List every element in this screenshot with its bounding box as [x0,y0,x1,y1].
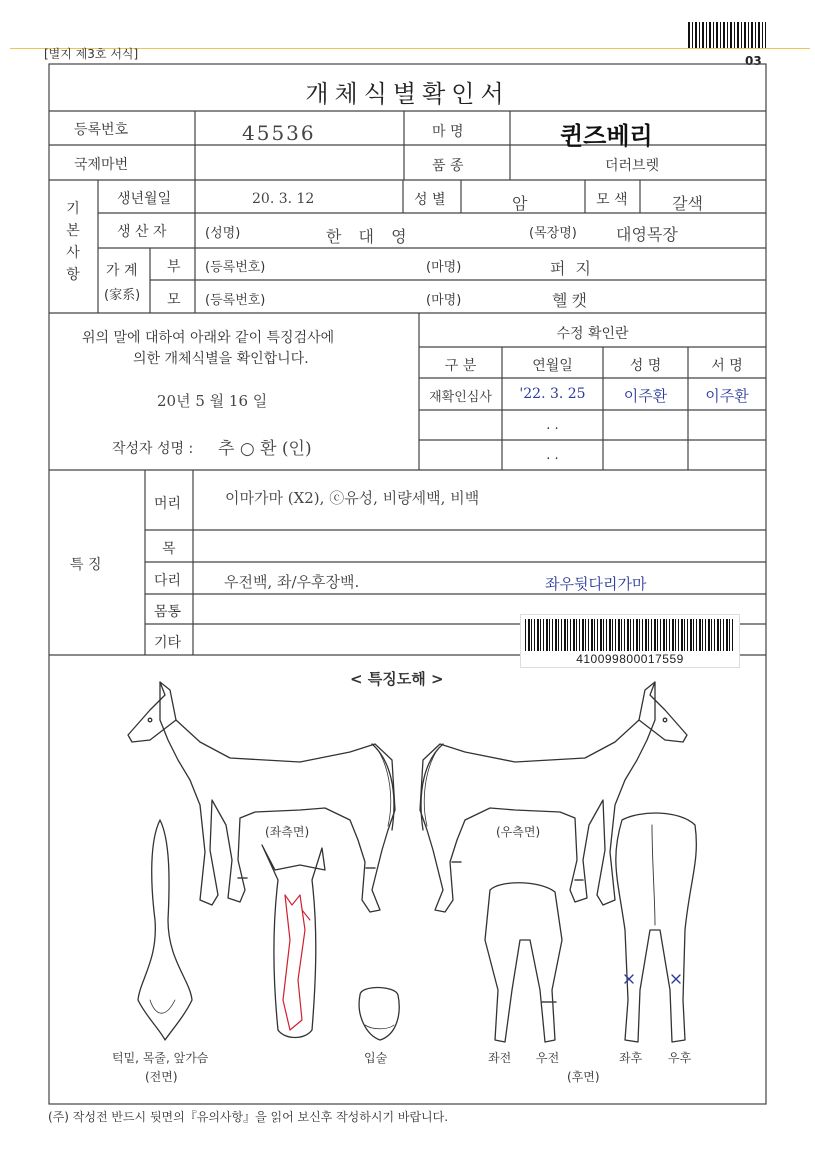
document-title: 개체식별확인서 [305,80,510,108]
dam-name-label: (마명) [426,293,462,308]
barcode-number: 410099800017559 [576,652,684,666]
right-side-label: (우측면) [496,825,541,839]
revision-header-sign: 서 명 [711,358,743,374]
breeder-name-label: (성명) [205,226,241,241]
front-chest-outline [138,820,192,1040]
writer-label: 작성자 성명 : [112,441,194,457]
page-number: 03 [745,54,762,68]
front-neck-label: 턱밑, 목줄, 앞가슴 [112,1051,209,1065]
rear-view-label: (후면) [567,1070,600,1084]
feature-head-label: 머리 [154,496,182,512]
lips-label: 입술 [364,1051,388,1065]
writer-signature: 추 ○ 환 (인) [218,439,312,459]
pedigree-hanja: (家系) [104,288,141,303]
diagram-title: < 특징도해 > [350,670,444,688]
feature-head-value: 이마가마 (X2), ⓒ유성, 비량세백, 비백 [225,489,480,507]
features-section-label: 특 징 [70,557,102,573]
birth-label: 생년월일 [117,191,172,207]
dam-reg-label: (등록번호) [205,293,266,308]
revision-row1-date: '22. 3. 25 [519,386,586,402]
sire-label: 부 [167,259,181,275]
breeder-name-value: 한 대 영 [326,227,413,246]
feature-etc-label: 기타 [154,635,182,651]
front-legs-outline [485,883,562,1042]
feature-legs-label: 다리 [154,573,182,589]
hind-left-label: 좌후 [619,1051,643,1065]
front-view-label: (전면) [145,1070,178,1084]
feature-legs-value-blue: 좌우뒷다리가마 [545,575,647,593]
revision-row1-name: 이주환 [623,387,668,405]
revision-header-date: 연월일 [532,358,573,374]
sex-value: 암 [512,194,528,213]
breed-label: 품 종 [432,158,464,174]
revision-row2-date: . . [546,418,559,433]
breed-value: 더러브렛 [605,158,660,174]
left-side-horse-outline [128,682,395,912]
fore-right-label: 우전 [536,1051,560,1065]
face-front-outline [262,845,325,1038]
horse-name-label: 마 명 [432,124,464,140]
confirm-text-line1: 위의 말에 대하여 아래와 같이 특징검사에 [82,330,335,346]
sex-label: 성 별 [414,192,446,208]
birth-value: 20. 3. 12 [252,191,315,207]
horse-name-value: 퀸즈베리 [560,121,653,150]
fore-left-label: 좌전 [488,1051,512,1065]
form-reference: [별지 제3호 서식] [44,47,139,61]
color-label: 모 색 [596,192,628,208]
confirm-text-line2: 의한 개체식별을 확인합니다. [133,351,309,367]
farm-value: 대영목장 [616,225,678,244]
sire-reg-label: (등록번호) [205,260,266,275]
feature-body-label: 몸통 [154,604,182,620]
dam-name-value: 헬캣 [552,291,591,310]
intl-no-label: 국제마번 [74,157,129,173]
reg-no-value: 45536 [242,121,316,145]
hind-right-label: 우후 [668,1051,692,1065]
left-side-label: (좌측면) [265,825,310,839]
color-value: 갈색 [672,194,703,213]
sire-name-value: 퍼지 [550,259,601,278]
feature-neck-label: 목 [162,541,176,557]
footer-note: (주) 작성전 반드시 뒷면의『유의사항』을 읽어 보신후 작성하시기 바랍니다. [48,1110,449,1124]
rear-view-outline [616,813,697,1042]
basic-section-label: 기 본 사 항 [66,201,80,283]
revision-header-name: 성 명 [629,358,662,374]
right-side-horse-outline [420,682,687,912]
revision-header-type: 구 분 [444,358,477,374]
confirm-date: 20년 5 월 16 일 [157,392,268,410]
lips-outline [359,988,399,1041]
dam-label: 모 [167,292,181,308]
revision-row1-type: 재확인심사 [429,390,492,405]
revision-title: 수정 확인란 [556,326,629,342]
pedigree-label: 가 계 [106,263,138,279]
revision-row3-date: . . [546,448,559,463]
farm-label: (목장명) [529,226,577,241]
revision-row1-sign: 이주환 [705,387,749,405]
breeder-label: 생 산 자 [117,224,167,240]
reg-no-label: 등록번호 [74,122,129,138]
sire-name-label: (마명) [426,260,462,275]
feature-legs-value: 우전백, 좌/우후장백. [224,573,360,591]
